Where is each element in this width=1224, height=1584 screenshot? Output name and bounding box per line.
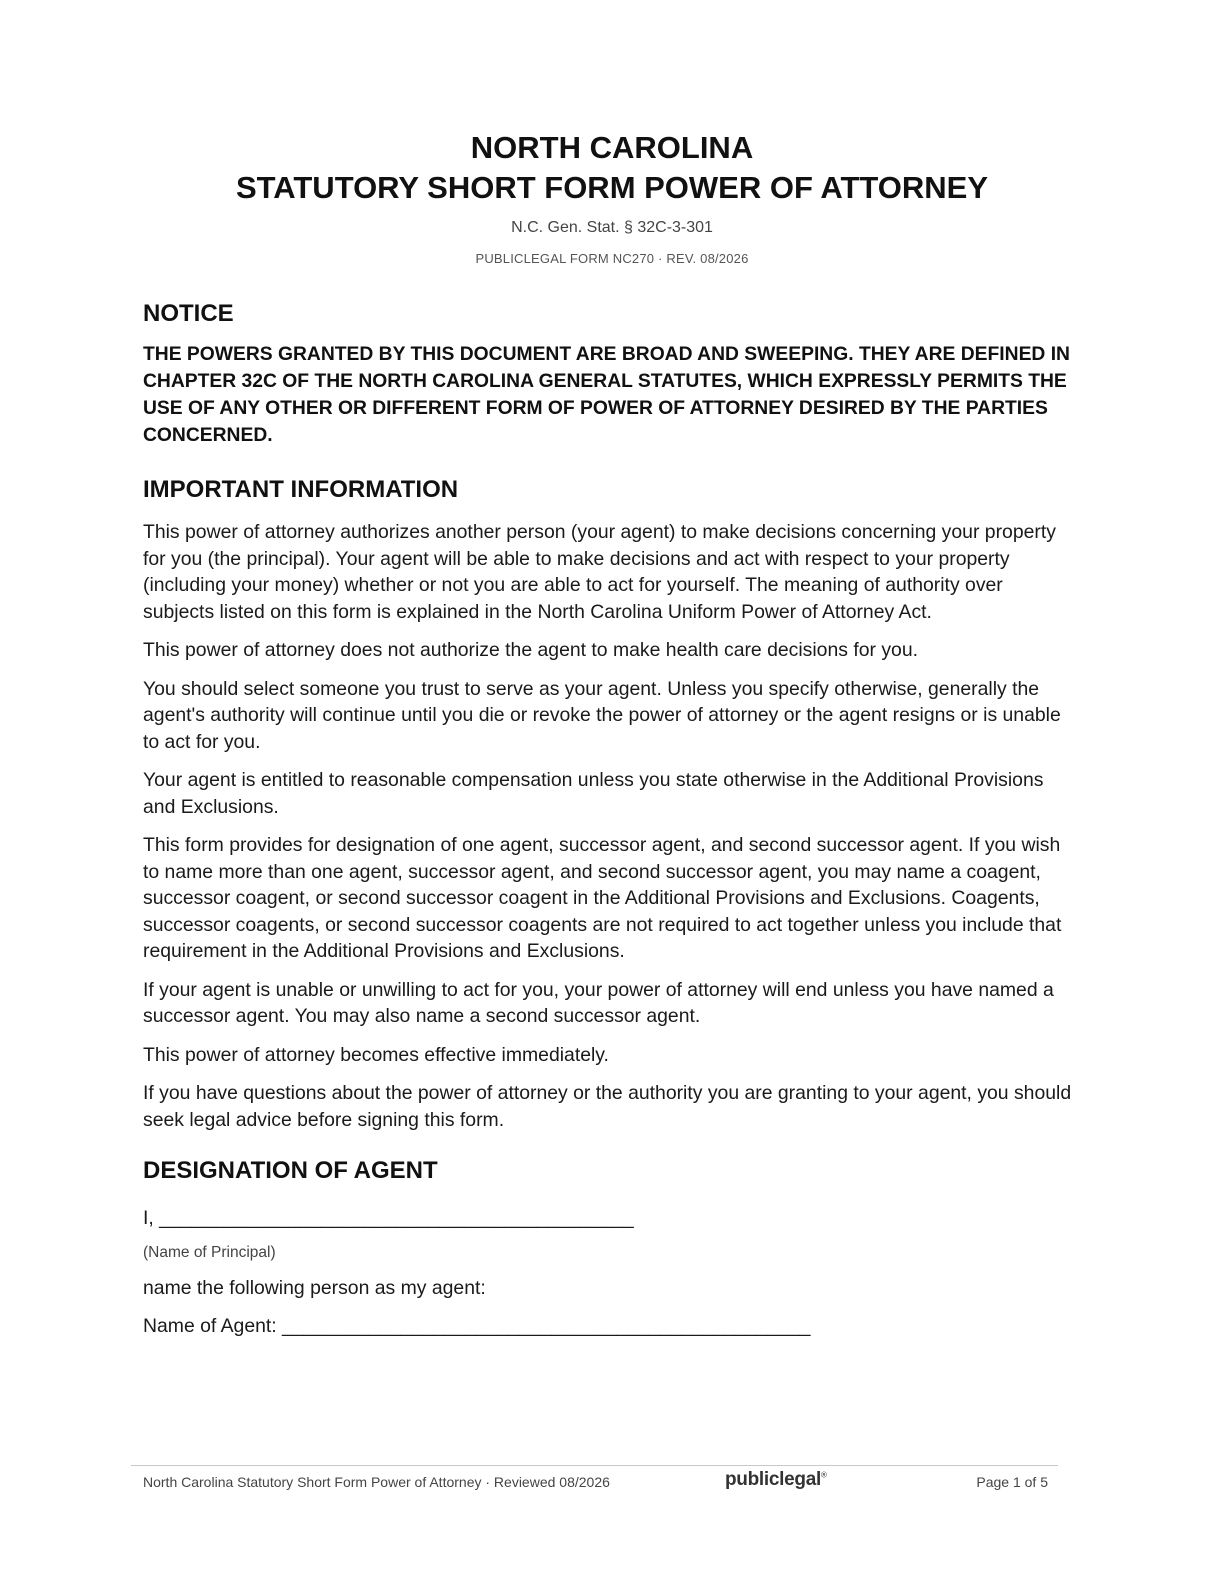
form-identifier: PUBLICLEGAL FORM NC270 · REV. 08/2026 — [475, 251, 749, 266]
principal-name-field[interactable]: I, ____________________________________________ — [143, 1207, 634, 1229]
title-state: NORTH CAROLINA — [470, 130, 754, 165]
important-information-heading: IMPORTANT INFORMATION — [143, 476, 459, 503]
publiclegal-logo — [725, 1469, 827, 1491]
notice-section — [143, 298, 1073, 449]
important-information-body — [143, 519, 1073, 1133]
logo-text: publiclegal — [725, 1469, 821, 1490]
info-paragraph: Your agent is entitled to reasonable compensation unless you state otherwise in the Additional Provisions and Exclusions. — [143, 769, 1044, 818]
page-number: Page 1 of 5 — [976, 1474, 1048, 1490]
page-footer — [131, 1465, 1058, 1506]
notice-text: THE POWERS GRANTED BY THIS DOCUMENT ARE BROAD AND SWEEPING. THEY ARE DEFINED IN CHAPTER 32C OF THE NORTH CAROLINA GENERAL STATUTES, WHICH EXPRESSLY PERMITS THE USE OF ANY OTHER OR DIFFERENT FORM OF POWER OF ATTORNEY DESIRED BY THE PARTIES CONCERNED. — [143, 344, 1070, 446]
title-form-name: STATUTORY SHORT FORM POWER OF ATTORNEY — [235, 170, 989, 205]
info-paragraph: If you have questions about the power of attorney or the authority you are granting to your agent, you should seek legal advice before signing this form. — [143, 1082, 1072, 1131]
title-block — [0, 128, 1224, 267]
info-paragraph: This power of attorney becomes effective immediately. — [143, 1043, 609, 1066]
document-body — [143, 298, 1073, 1339]
designation-of-agent-section — [143, 1155, 1073, 1339]
info-paragraph: This power of attorney authorizes another person (your agent) to make decisions concerning your property for you (the principal). Your agent will be able to make decisions and act with respect to your property (including your money) whether or not you are able to act for yourself. The meaning of authority over subjects listed on this form is explained in the North Carolina Uniform Power of Attorney Act. — [143, 521, 1056, 623]
statute-citation: N.C. Gen. Stat. § 32C-3-301 — [511, 219, 713, 236]
footer-document-title: North Carolina Statutory Short Form Power of Attorney · Reviewed 08/2026 — [143, 1474, 610, 1490]
notice-heading: NOTICE — [143, 300, 234, 327]
info-paragraph: This form provides for designation of one agent, successor agent, and second successor agent. If you wish to name more than one agent, successor agent, and second successor agent, you may name a coagent, successor coagent, or second successor coagent in the Additional Provisions and Exclusions. Coagents, successor coagents, or second successor coagents are not required to act together unless you include that requirement in the Additional Provisions and Exclusions. — [143, 834, 1062, 962]
important-information-section — [143, 474, 1073, 1133]
agent-name-field[interactable]: Name of Agent: _________________________________________________ — [143, 1315, 811, 1337]
designation-intro: name the following person as my agent: — [143, 1277, 486, 1299]
info-paragraph: This power of attorney does not authorize the agent to make health care decisions for you. — [143, 639, 919, 661]
info-paragraph: If your agent is unable or unwilling to act for you, your power of attorney will end unless you have named a successor agent. You may also name a second successor agent. — [143, 978, 1054, 1027]
logo-mark: ® — [820, 1470, 827, 1480]
designation-heading: DESIGNATION OF AGENT — [143, 1157, 438, 1184]
info-paragraph: You should select someone you trust to serve as your agent. Unless you specify otherwise, generally the agent's authority will continue until you die or revoke the power of attorney or the agent resigns or is unable to act for you. — [143, 677, 1061, 753]
principal-name-label: (Name of Principal) — [143, 1244, 276, 1261]
